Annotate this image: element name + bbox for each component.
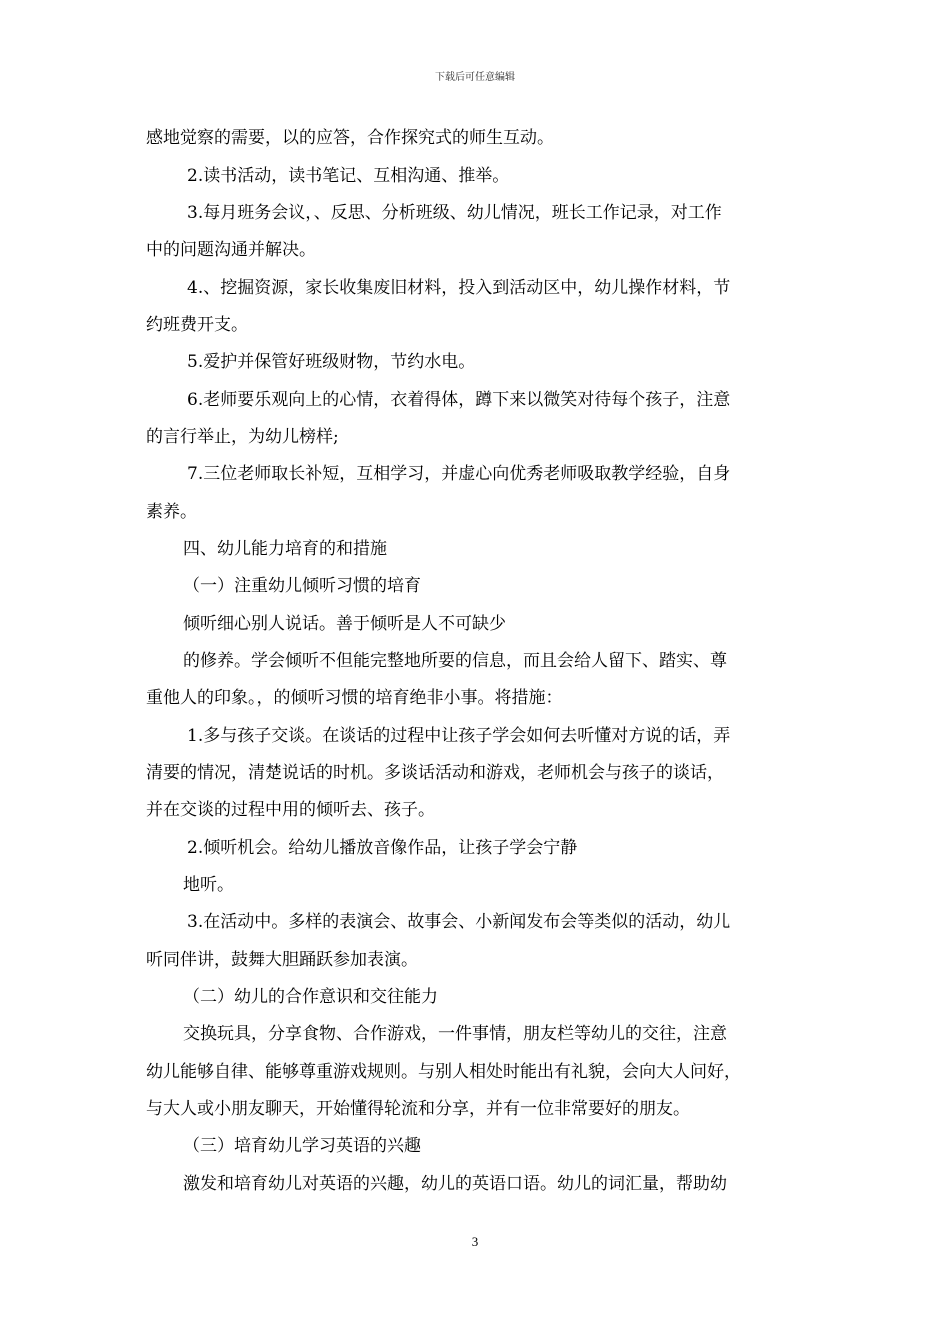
text-line: 感地觉察的需要，以的应答，合作探究式的师生互动。 xyxy=(146,128,554,148)
text-line: 3.每月班务会议，、反思、分析班级、幼儿情况，班长工作记录，对工作 xyxy=(187,203,722,223)
text-line: 听同伴讲，鼓舞大胆踊跃参加表演。 xyxy=(146,950,418,970)
text-line: 并在交谈的过程中用的倾听去、孩子。 xyxy=(146,800,435,820)
text-line: 交换玩具，分享食物、合作游戏，一件事情，朋友栏等幼儿的交往，注意 xyxy=(183,1024,727,1044)
text-line: 地听。 xyxy=(183,875,234,895)
subsection-heading: （二）幼儿的合作意识和交往能力 xyxy=(183,987,438,1007)
text-line: 3.在活动中。多样的表演会、故事会、小新闻发布会等类似的活动，幼儿 xyxy=(187,912,731,932)
text-line: 1.多与孩子交谈。在谈话的过程中让孩子学会如何去听懂对方说的话，弄 xyxy=(187,726,731,746)
text-line: 与大人或小朋友聊天，开始懂得轮流和分享，并有一位非常要好的朋友。 xyxy=(146,1099,690,1119)
text-line: 2.倾听机会。给幼儿播放音像作品，让孩子学会宁静 xyxy=(187,838,578,858)
text-line: 4.、挖掘资源，家长收集废旧材料，投入到活动区中，幼儿操作材料，节 xyxy=(187,278,731,298)
text-line: 的言行举止，为幼儿榜样; xyxy=(146,427,339,447)
text-line: 7.三位老师取长补短，互相学习，并虚心向优秀老师吸取教学经验，自身 xyxy=(187,464,731,484)
text-line: 2.读书活动，读书笔记、互相沟通、推举。 xyxy=(187,166,510,186)
text-line: 素养。 xyxy=(146,502,197,522)
page-number: 3 xyxy=(471,1234,479,1249)
text-line: 约班费开支。 xyxy=(146,315,248,335)
section-heading: 四、幼儿能力培育的和措施 xyxy=(183,539,387,559)
text-line: 倾听细心别人说话。善于倾听是人不可缺少 xyxy=(183,614,506,634)
text-line: 5.爱护并保管好班级财物，节约水电。 xyxy=(187,352,476,372)
subsection-heading: （三）培育幼儿学习英语的兴趣 xyxy=(183,1136,421,1156)
text-line: 幼儿能够自律、能够尊重游戏规则。与别人相处时能出有礼貌，会向大人问好， xyxy=(146,1062,741,1082)
text-line: 的修养。学会倾听不但能完整地所要的信息，而且会给人留下、踏实、尊 xyxy=(183,651,727,671)
text-line: 6.老师要乐观向上的心情，衣着得体，蹲下来以微笑对待每个孩子，注意 xyxy=(187,390,731,410)
text-line: 中的问题沟通并解决。 xyxy=(146,240,316,260)
subsection-heading: （一）注重幼儿倾听习惯的培育 xyxy=(183,576,421,596)
text-line: 激发和培育幼儿对英语的兴趣，幼儿的英语口语。幼儿的词汇量，帮助幼 xyxy=(183,1174,727,1194)
page-header: 下载后可任意编辑 xyxy=(435,72,515,83)
text-line: 重他人的印象。，的倾听习惯的培育绝非小事。将措施： xyxy=(146,688,563,708)
text-line: 清要的情况，清楚说话的时机。多谈话活动和游戏，老师机会与孩子的谈话， xyxy=(146,763,724,783)
